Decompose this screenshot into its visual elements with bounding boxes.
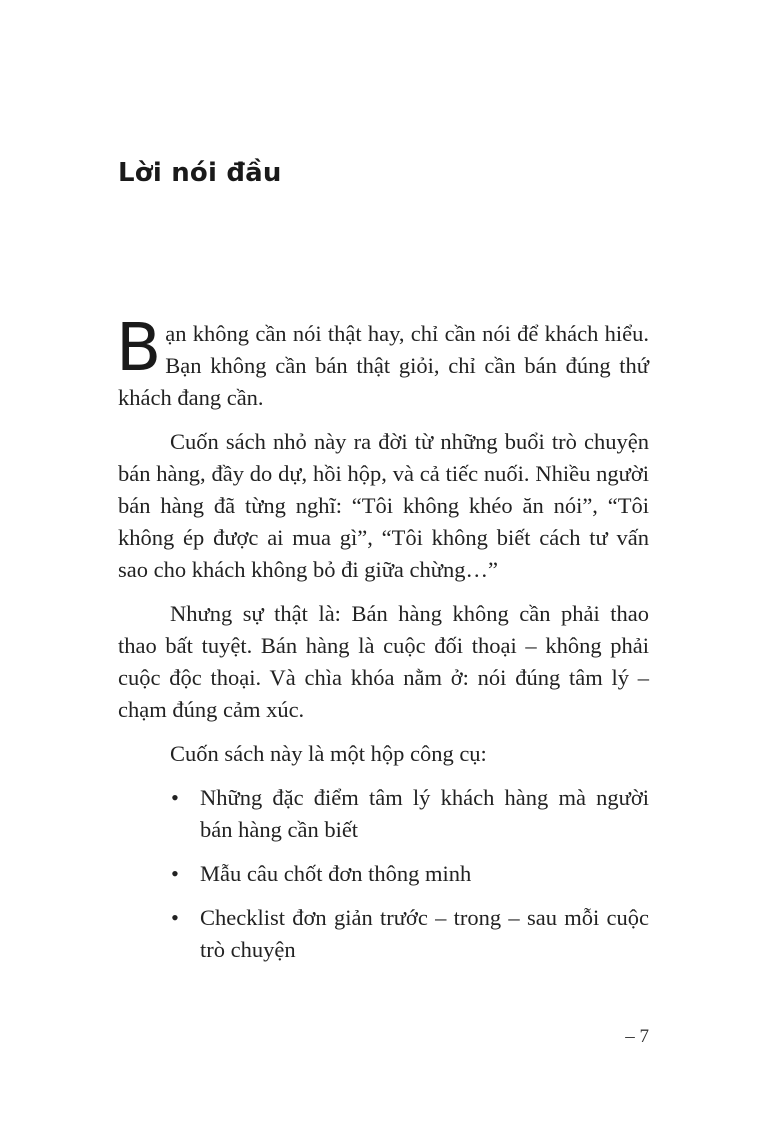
list-item xyxy=(118,782,649,846)
page-number: – 7 xyxy=(625,1026,649,1047)
list-item-text: Những đặc điểm tâm lý khách hàng mà người bán hàng cần biết xyxy=(200,785,649,842)
list-item xyxy=(118,902,649,966)
intro-text: ạn không cần nói thật hay, chỉ cần nói để khách hiểu. Bạn không cần bán thật giỏi, chỉ cần bán đúng thứ khách đang cần. xyxy=(118,321,649,410)
list-item-text: Checklist đơn giản trước – trong – sau mỗi cuộc trò chuyện xyxy=(200,905,649,962)
chapter-body xyxy=(116,309,649,978)
toolbox-list xyxy=(118,782,649,966)
drop-cap-letter: B xyxy=(116,309,162,386)
body-paragraph-2: Nhưng sự thật là: Bán hàng không cần phải thao thao bất tuyệt. Bán hàng là cuộc đối thoại – không phải cuộc độc thoại. Và chìa khóa nằm ở: nói đúng tâm lý – chạm đúng cảm xúc. xyxy=(118,601,649,722)
bullet-icon: • xyxy=(171,785,179,810)
list-item-text: Mẫu câu chốt đơn thông minh xyxy=(200,861,472,886)
chapter-heading: Lời nói đầu xyxy=(118,158,282,188)
list-item xyxy=(118,858,649,890)
bullet-icon: • xyxy=(171,861,179,886)
body-paragraph-3: Cuốn sách này là một hộp công cụ: xyxy=(170,741,487,766)
intro-paragraph xyxy=(116,309,649,414)
bullet-icon: • xyxy=(171,905,179,930)
body-paragraph-1: Cuốn sách nhỏ này ra đời từ những buổi trò chuyện bán hàng, đầy do dự, hồi hộp, và cả tiếc nuối. Nhiều người bán hàng đã từng nghĩ: “Tôi không khéo ăn nói”, “Tôi không ép được ai mua gì”, “Tôi không biết cách tư vấn sao cho khách không bỏ đi giữa chừng…” xyxy=(118,429,649,582)
